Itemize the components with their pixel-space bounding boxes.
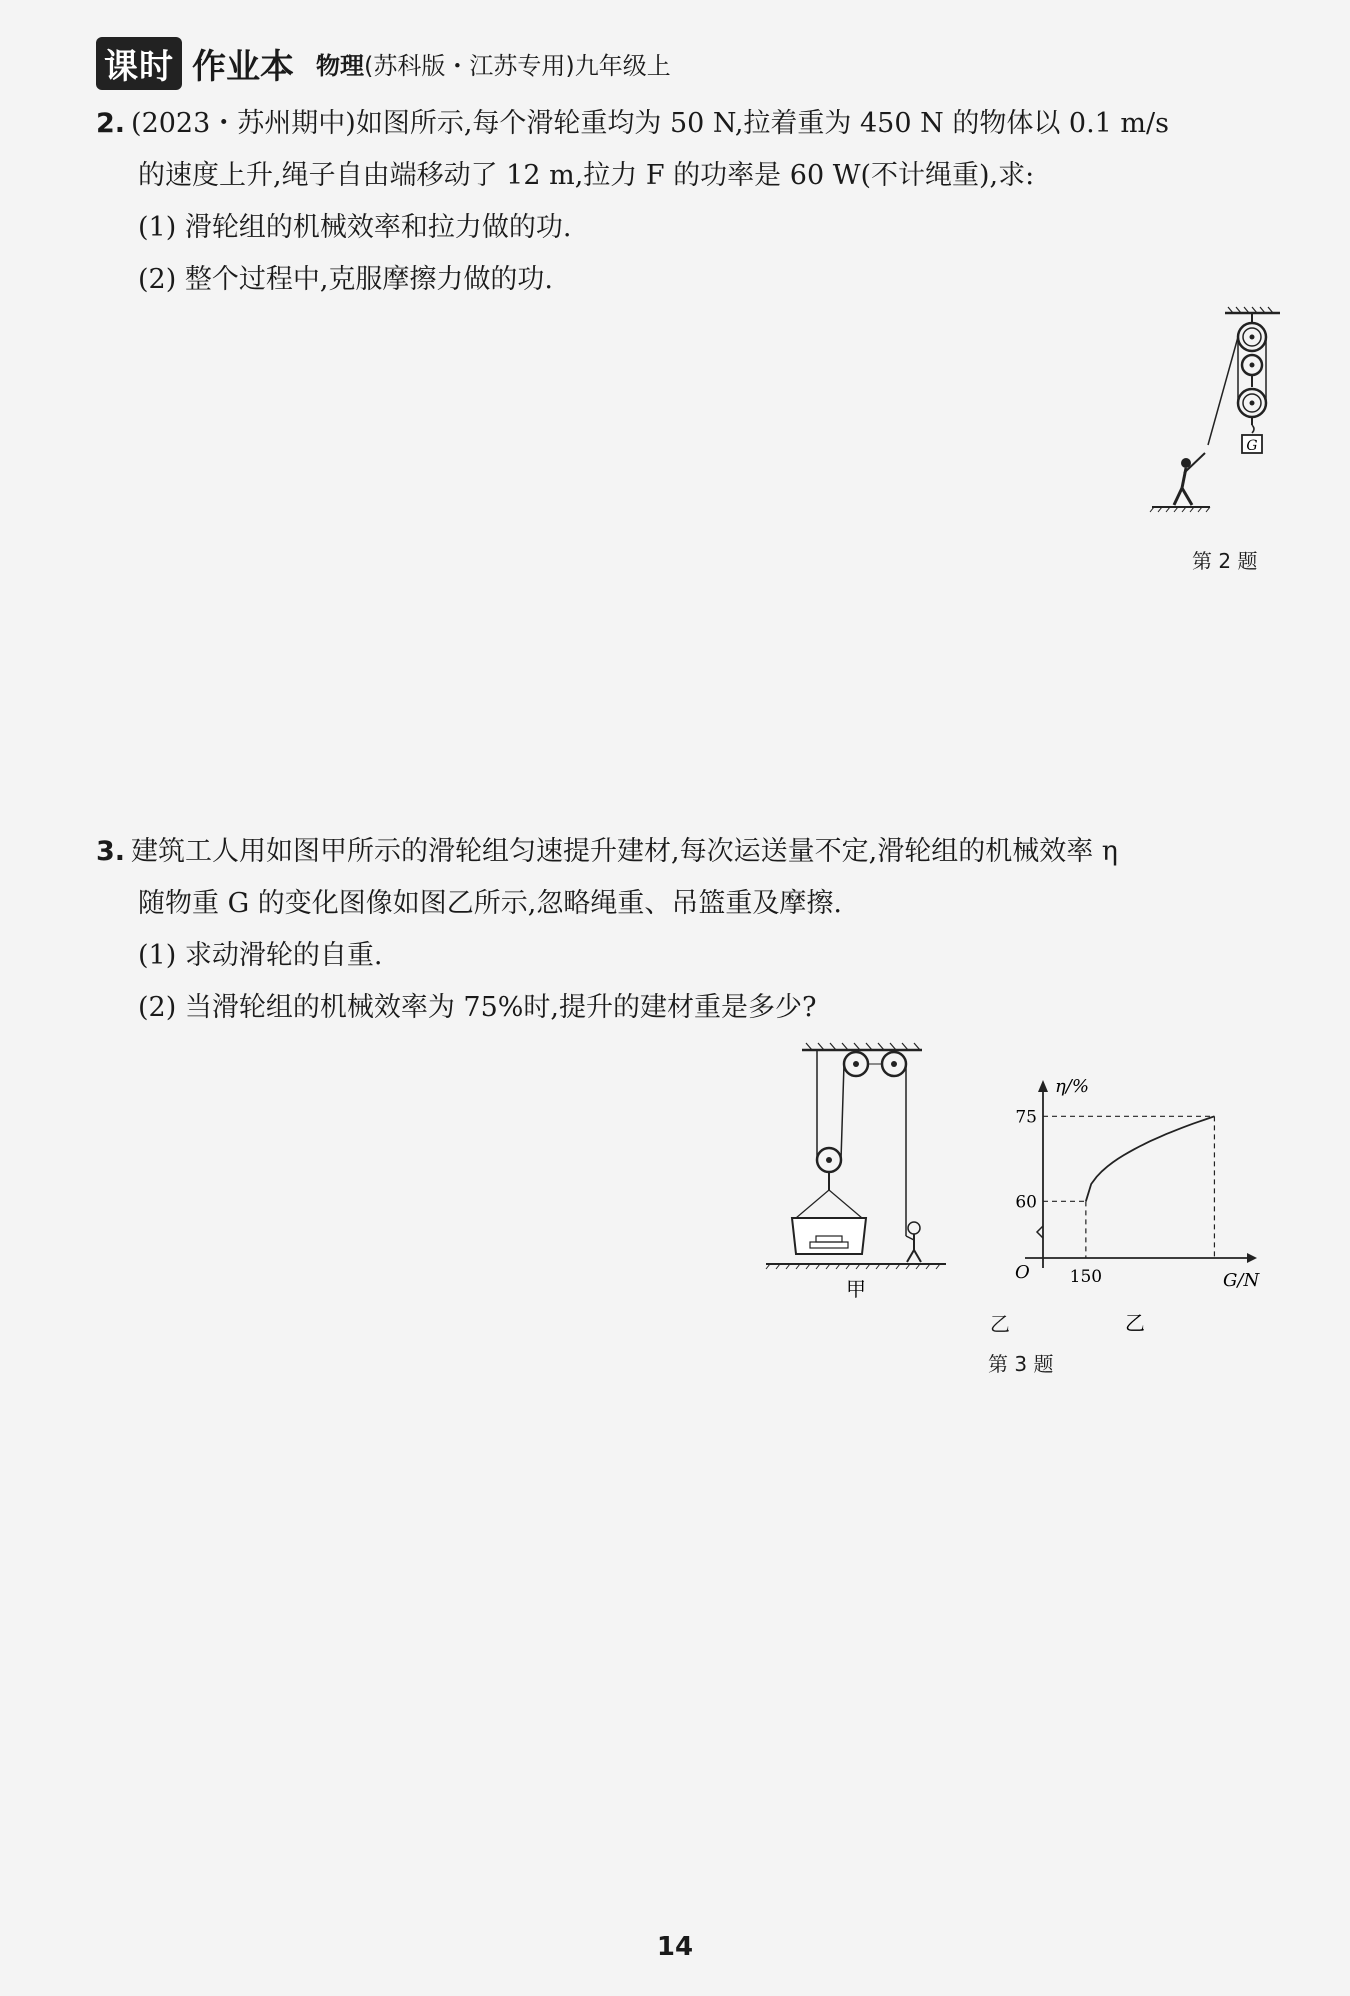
sub-question-1: (1) 滑轮组的机械效率和拉力做的功. <box>138 212 572 243</box>
edition: (苏科版・江苏专用)九年级上 <box>364 51 671 80</box>
question-text: (2023・苏州期中)如图所示,每个滑轮重均为 50 N,拉着重为 450 N 的物体以 0.1 m/s <box>131 108 1169 139</box>
question-3 <box>96 826 1276 1034</box>
x-axis-arrow <box>1247 1253 1257 1263</box>
logo: 课时 <box>96 37 182 90</box>
efficiency-chart <box>995 1068 1275 1335</box>
brand-title: 作业本 <box>192 46 294 87</box>
origin-label: O <box>1015 1262 1030 1283</box>
figure-caption-q3: 第 3 题 <box>988 1352 1054 1376</box>
x-axis-label: G/N <box>1223 1270 1260 1291</box>
y-axis-label: η/% <box>1055 1076 1089 1097</box>
figure-label-jia: 甲 <box>846 1277 866 1301</box>
axis-break <box>1037 1226 1043 1238</box>
question-text-cont: 随物重 G 的变化图像如图乙所示,忽略绳重、吊篮重及摩擦. <box>138 888 842 919</box>
question-number: 2. <box>96 108 126 139</box>
figure-label-yi-text: 乙 <box>990 1312 1010 1336</box>
x-tick-label: 150 <box>1069 1267 1103 1287</box>
sub-question-2: (2) 整个过程中,克服摩擦力做的功. <box>138 264 553 295</box>
y-axis-arrow <box>1038 1080 1048 1092</box>
sub-question-2: (2) 当滑轮组的机械效率为 75%时,提升的建材重是多少? <box>138 992 817 1023</box>
subject: 物理 <box>316 51 364 80</box>
pulley-figure-jia <box>760 1040 960 1300</box>
weight-label: G <box>1246 438 1258 454</box>
question-text: 建筑工人用如图甲所示的滑轮组匀速提升建材,每次运送量不定,滑轮组的机械效率 η <box>131 836 1118 867</box>
efficiency-curve <box>1086 1116 1215 1201</box>
page-header <box>96 38 671 88</box>
pulley-figure-q2 <box>1150 305 1290 545</box>
page-number: 14 <box>656 1932 694 1962</box>
figure-label-yi: 乙 <box>1125 1311 1145 1335</box>
question-2 <box>96 98 1276 306</box>
y-tick-label: 60 <box>1015 1192 1037 1213</box>
sub-question-1: (1) 求动滑轮的自重. <box>138 940 383 971</box>
figure-caption-q2: 第 2 题 <box>1192 549 1258 573</box>
question-number: 3. <box>96 836 126 867</box>
y-tick-label: 75 <box>1015 1107 1037 1128</box>
question-text-cont: 的速度上升,绳子自由端移动了 12 m,拉力 F 的功率是 60 W(不计绳重),求: <box>138 160 1035 191</box>
